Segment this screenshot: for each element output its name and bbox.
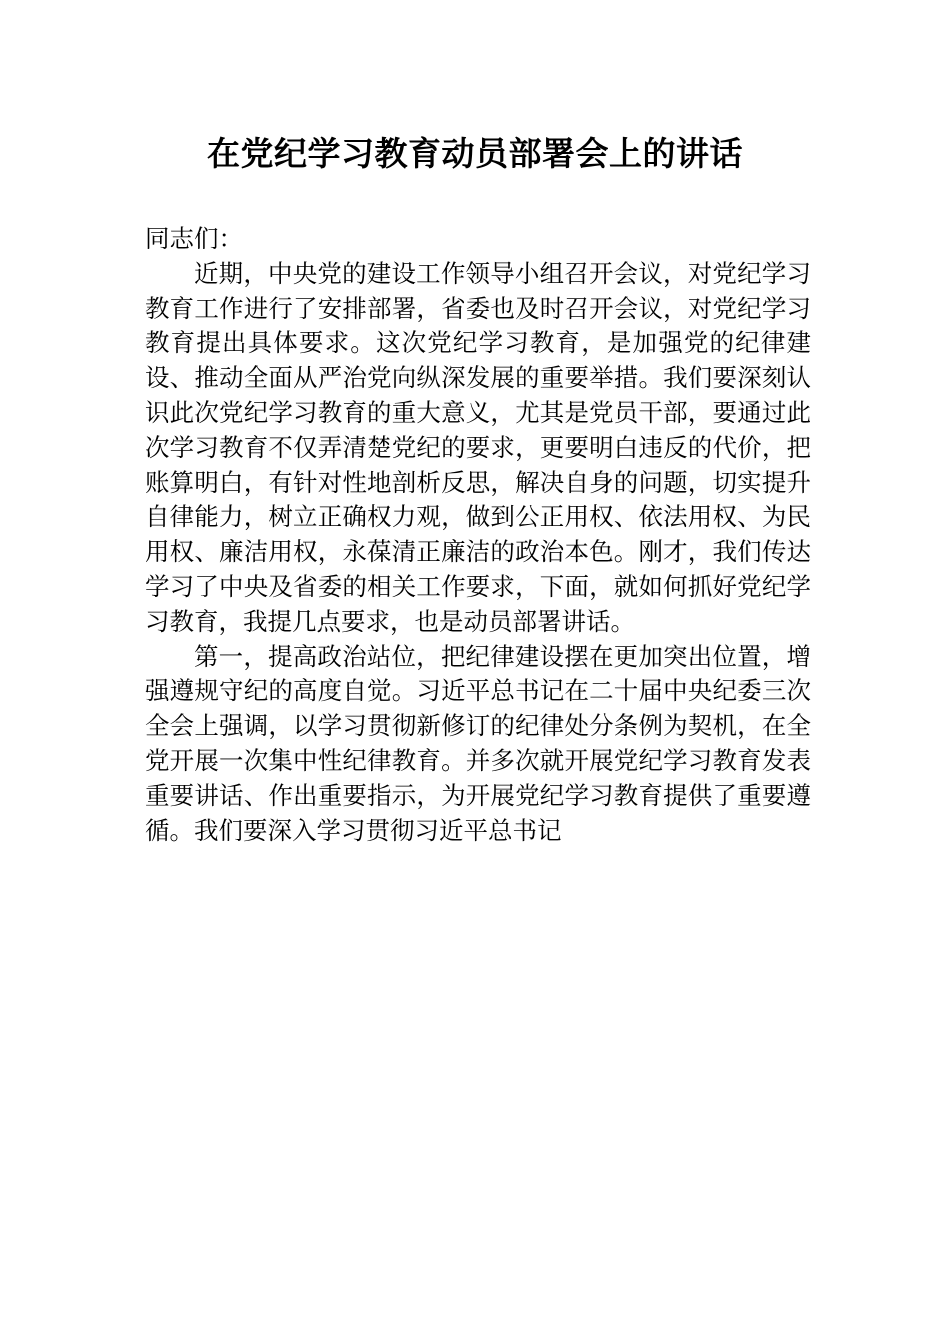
salutation: 同志们： [145,224,243,253]
document-body [145,222,811,848]
paragraph-2: 第一，提高政治站位，把纪律建设摆在更加突出位置，增强遵规守纪的高度自觉。习近平总书记在二十届中央纪委三次全会上强调，以学习贯彻新修订的纪律处分条例为契机，在全党开展一次集中性纪律教育。并多次就开展党纪学习教育发表重要讲话、作出重要指示，为开展党纪学习教育提供了重要遵循。我们要深入学习贯彻习近平总书记 [145,641,811,845]
document-title: 在党纪学习教育动员部署会上的讲话 [207,134,743,173]
paragraph-1: 近期，中央党的建设工作领导小组召开会议，对党纪学习教育工作进行了安排部署，省委也及时召开会议，对党纪学习教育提出具体要求。这次党纪学习教育，是加强党的纪律建设、推动全面从严治党向纵深发展的重要举措。我们要深刻认识此次党纪学习教育的重大意义，尤其是党员干部，要通过此次学习教育不仅弄清楚党纪的要求，更要明白违反的代价，把账算明白，有针对性地剖析反思，解决自身的问题，切实提升自律能力，树立正确权力观，做到公正用权、依法用权、为民用权、廉洁用权，永葆清正廉洁的政治本色。刚才，我们传达学习了中央及省委的相关工作要求，下面，就如何抓好党纪学习教育，我提几点要求，也是动员部署讲话。 [145,258,811,636]
